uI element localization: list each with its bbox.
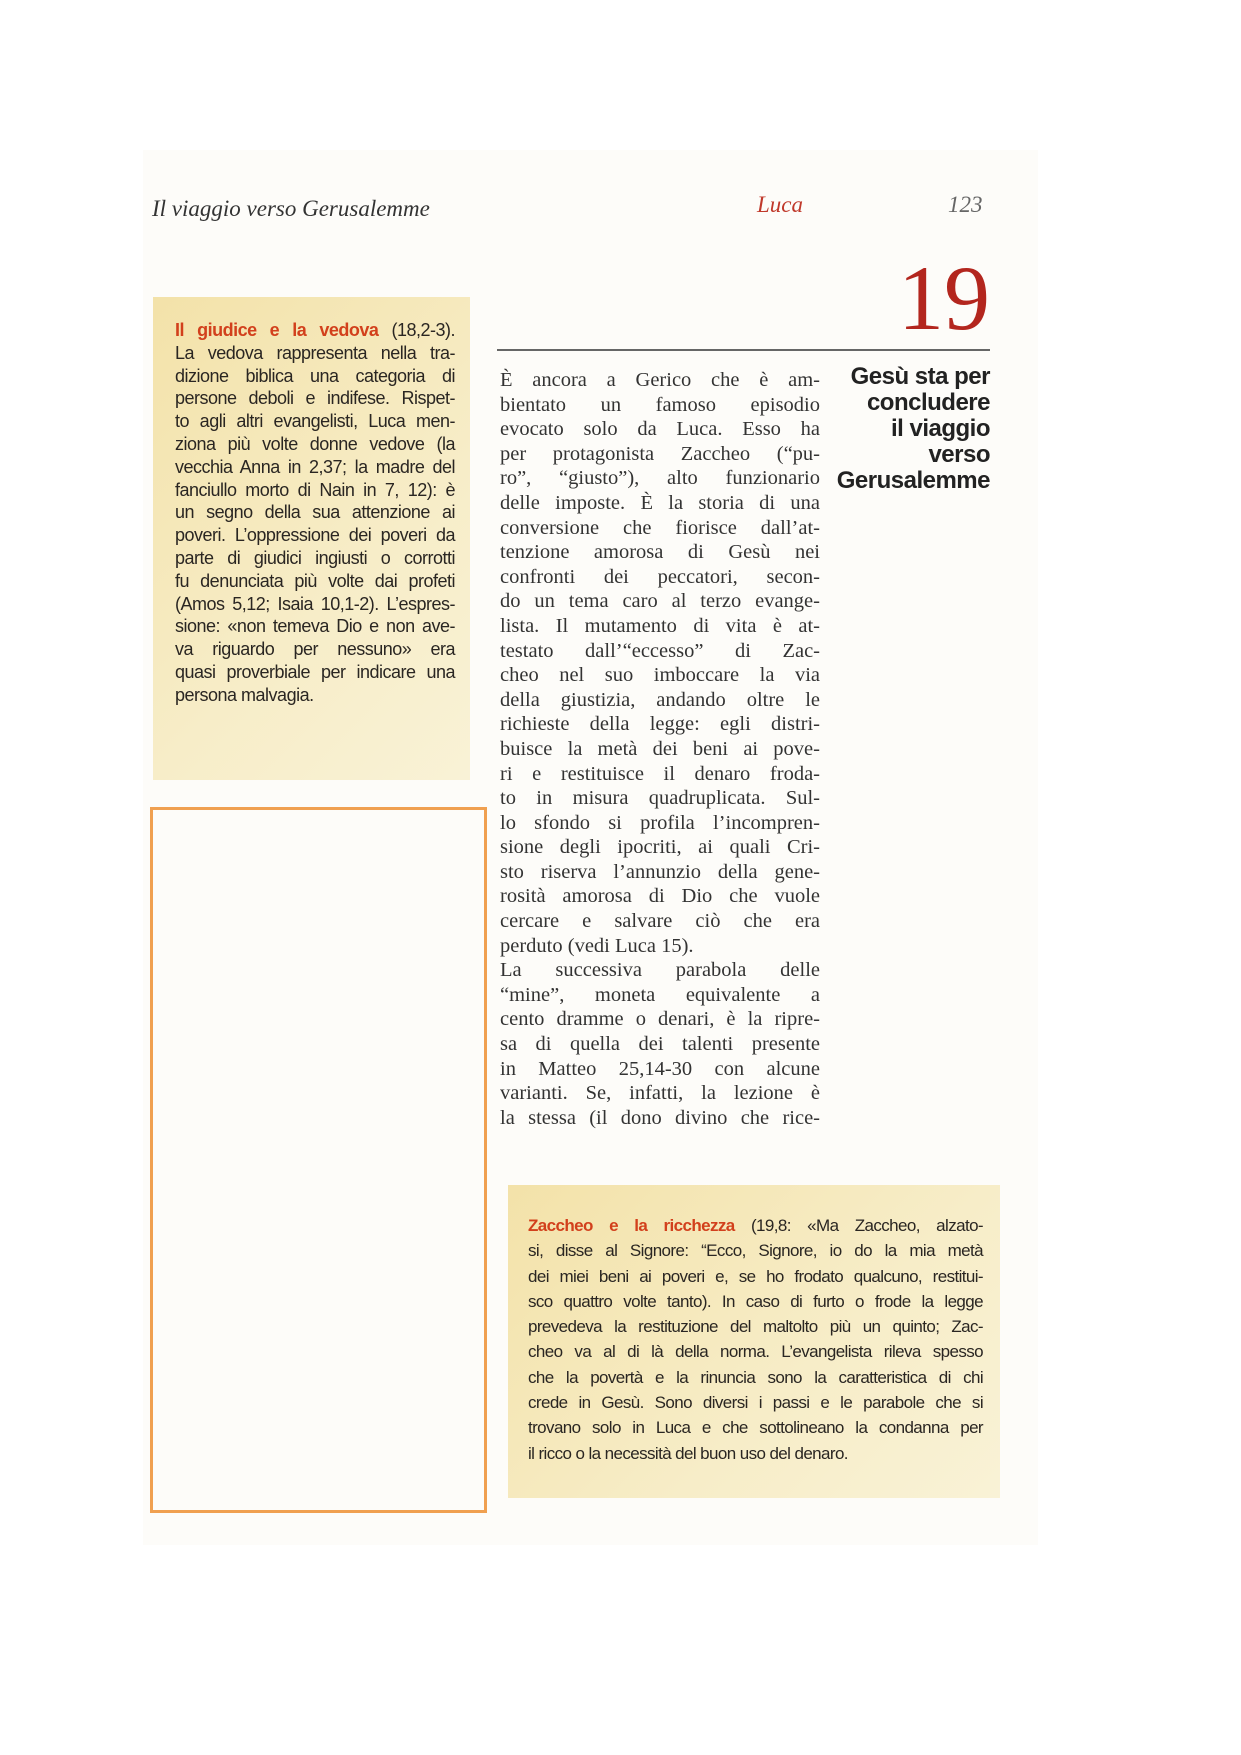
text-line: buisce la metà dei beni ai pove-: [500, 737, 820, 760]
text-line: poveri. L’oppressione dei poveri da: [175, 525, 455, 546]
text-line: persona malvagia.: [175, 684, 314, 705]
chapter-number: 19: [898, 247, 990, 349]
text-line: persone deboli e indifese. Rispet-: [175, 388, 455, 409]
text-line: varianti. Se, infatti, la lezione è: [500, 1082, 820, 1105]
text-line: La vedova rappresenta nella tra-: [175, 342, 455, 363]
text-line: della giustizia, andando oltre le: [500, 688, 820, 711]
text-line: va riguardo per nessuno» era: [175, 639, 455, 660]
running-title: Il viaggio verso Gerusalemme: [152, 196, 430, 221]
box-title-reference: (18,2-3).: [378, 320, 455, 340]
text-line: evocato solo da Luca. Esso ha: [500, 418, 820, 441]
text-line: ro”, “giusto”), alto funzionario: [500, 467, 820, 490]
box-text: [528, 1213, 983, 1466]
box-title-reference: (19,8: «Ma Zaccheo, alzato-: [734, 1216, 983, 1235]
text-line: tenzione amorosa di Gesù nei: [500, 541, 820, 564]
text-line: “mine”, moneta equivalente a: [500, 983, 820, 1006]
text-line: confronti dei peccatori, secon-: [500, 565, 820, 588]
section-heading: [790, 364, 990, 494]
box-text: [175, 319, 455, 707]
text-line: do un tema caro al terzo evange-: [500, 590, 820, 613]
text-line: fu denunciata più volte dai profeti: [175, 570, 455, 591]
text-line: la stessa (il dono divino che rice-: [500, 1106, 820, 1129]
text-line: conversione che fiorisce dall’at-: [500, 516, 820, 539]
text-line: La successiva parabola delle: [500, 959, 820, 982]
text-line: fanciullo morto di Nain in 7, 12): è: [175, 479, 455, 500]
text-line: cento dramme o denari, è la ripre-: [500, 1008, 820, 1031]
text-line: (Amos 5,12; Isaia 10,1-2). L’espres-: [175, 593, 455, 614]
text-line: lista. Il mutamento di vita è at-: [500, 614, 820, 637]
book-name: Luca: [757, 192, 803, 217]
text-line: sione degli ipocriti, ai quali Cri-: [500, 836, 820, 859]
chapter-rule: [497, 349, 990, 351]
text-line: sto riserva l’annunzio della gene-: [500, 860, 820, 883]
heading-line: il viaggio: [890, 415, 990, 442]
text-line: quasi proverbiale per indicare una: [175, 661, 455, 682]
sidebar-box-judge-widow: [153, 297, 470, 780]
text-line: lo sfondo si profila l’incompren-: [500, 811, 820, 834]
text-line: prevedeva la restituzione del maltolto più un quinto; Zac-: [528, 1317, 983, 1337]
text-line: parte di giudici ingiusti o corrotti: [175, 547, 455, 568]
box-first-line: [175, 319, 455, 342]
text-line: perduto (vedi Luca 15).: [500, 934, 694, 957]
text-line: cheo nel suo imboccare la via: [500, 664, 820, 687]
image-placeholder-frame: [150, 807, 487, 1513]
text-line: to in misura quadruplicata. Sul-: [500, 787, 820, 810]
box-first-line: [528, 1213, 983, 1238]
heading-line: Gesù sta per: [850, 363, 990, 390]
heading-line: verso: [928, 441, 990, 468]
box-title: Il giudice e la vedova: [175, 320, 379, 340]
text-line: to agli altri evangelisti, Luca men-: [175, 411, 455, 432]
text-line: sione: «non temeva Dio e non ave-: [175, 616, 455, 637]
text-line: si, disse al Signore: “Ecco, Signore, io do la mia metà: [528, 1241, 983, 1261]
text-line: il ricco o la necessità del buon uso del denaro.: [528, 1443, 848, 1463]
box-title: Zaccheo e la ricchezza: [528, 1216, 735, 1235]
text-line: che la povertà e la rinuncia sono la caratteristica di chi: [528, 1367, 983, 1387]
text-line: trovano solo in Luca e che sottolineano la condanna per: [528, 1418, 983, 1438]
text-line: sco quattro volte tanto). In caso di furto o frode la legge: [528, 1291, 983, 1311]
text-line: in Matteo 25,14-30 con alcune: [500, 1057, 820, 1080]
text-line: dei miei beni ai poveri e, se ho frodato qualcuno, restitui-: [528, 1266, 983, 1286]
sidebar-box-zacchaeus: [508, 1185, 1000, 1498]
text-line: dizione biblica una categoria di: [175, 365, 455, 386]
text-line: crede in Gesù. Sono diversi i passi e le parabole che si: [528, 1393, 983, 1413]
heading-line: Gerusalemme: [836, 467, 990, 494]
main-text-column: [500, 368, 820, 1130]
text-line: ri e restituisce il denaro froda-: [500, 762, 820, 785]
text-line: bientato un famoso episodio: [500, 393, 820, 416]
text-line: cheo va al di là della norma. L’evangelista rileva spesso: [528, 1342, 983, 1362]
text-line: ziona più volte donne vedove (la: [175, 433, 455, 454]
text-line: rosità amorosa di Dio che vuole: [500, 885, 820, 908]
heading-line: concludere: [866, 389, 990, 416]
text-line: delle imposte. È la storia di una: [500, 491, 820, 514]
text-line: sa di quella dei talenti presente: [500, 1033, 820, 1056]
page-number: 123: [948, 192, 983, 217]
text-line: cercare e salvare ciò che era: [500, 910, 820, 933]
text-line: richieste della legge: egli distri-: [500, 713, 820, 736]
text-line: È ancora a Gerico che è am-: [500, 369, 820, 391]
text-line: un segno della sua attenzione ai: [175, 502, 455, 523]
text-line: per protagonista Zaccheo (“pu-: [500, 442, 820, 465]
text-line: vecchia Anna in 2,37; la madre del: [175, 456, 455, 477]
text-line: testato dall’“eccesso” di Zac-: [500, 639, 820, 662]
